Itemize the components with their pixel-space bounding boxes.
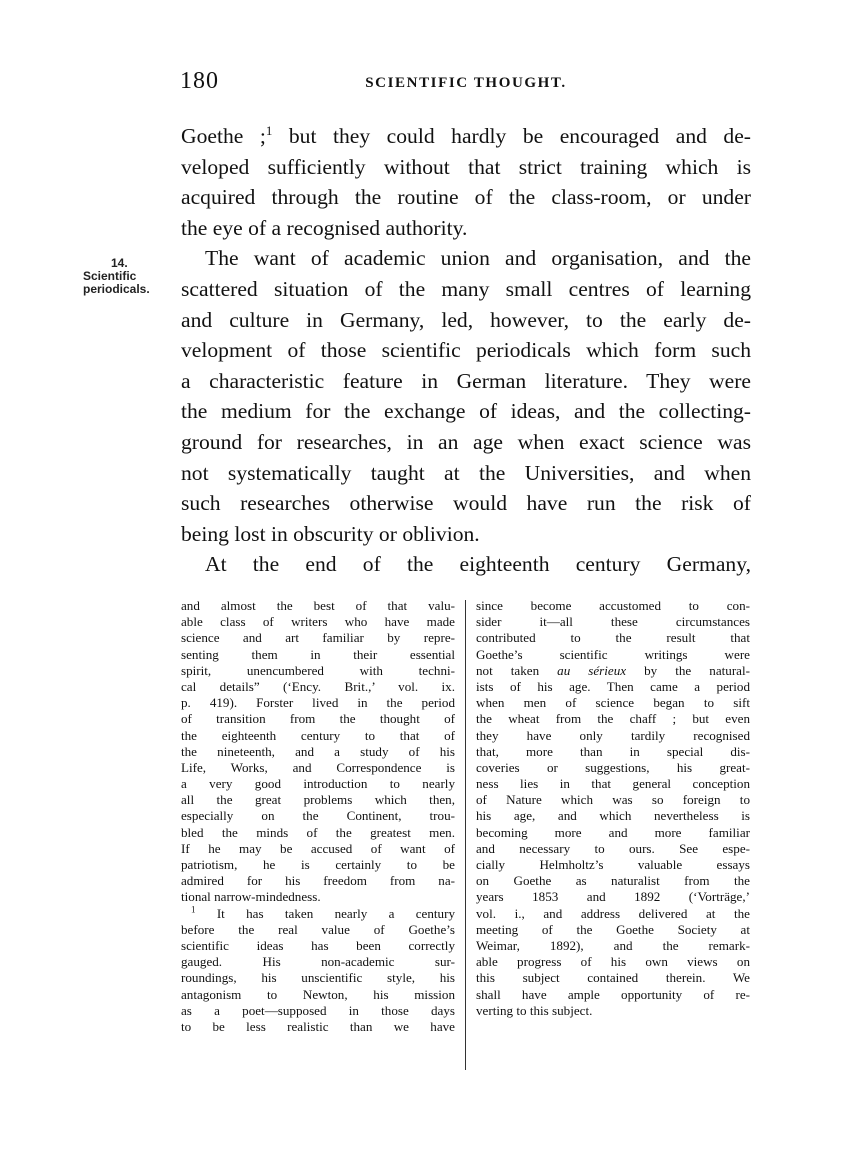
running-head: SCIENTIFIC THOUGHT. (365, 75, 567, 91)
footnote-line: and necessary to ours. See espe- (476, 840, 750, 856)
footnote-line: ness lies in that general conception (476, 776, 750, 792)
footnote-line: becoming more and more familiar (476, 824, 750, 840)
body-line: velopment of those scientific periodicals which form such (181, 338, 751, 363)
footnote-line: when men of science began to sift (476, 695, 750, 711)
main-body-text (181, 121, 751, 580)
body-line: ground for researches, in an age when exact science was (181, 429, 751, 454)
footnote-line: the wheat from the chaff ; but even (476, 711, 750, 727)
footnote-line: gauged. His non-academic sur- (181, 954, 455, 970)
footnote-line: tional narrow-mindedness. (181, 889, 321, 905)
body-line: The want of academic union and organisation, and the (205, 246, 751, 271)
footnote-column-left (181, 598, 455, 1035)
footnote-line: the nineteenth, and a study of his (181, 743, 455, 759)
footnote-line: cal details” (‘Ency. Brit.,’ vol. ix. (181, 678, 455, 694)
footnote-line: able progress of his own views on (476, 954, 750, 970)
page-number: 180 (180, 68, 219, 94)
footnote-line: of transition from the thought of (181, 711, 455, 727)
footnote-text-fragment: not taken (476, 662, 540, 678)
marginal-note-line: Scientific (83, 269, 137, 283)
footnote-line: admired for his freedom from na- (181, 873, 455, 889)
footnote-line: shall have ample opportunity of re- (476, 986, 750, 1002)
body-text-fragment: Goethe ; (181, 124, 266, 148)
footnote-line: Weimar, 1892), and the remark- (476, 937, 750, 953)
footnote-line: a very good introduction to nearly (181, 776, 455, 792)
footnote-line: that, more than in special dis- (476, 743, 750, 759)
body-line: acquired through the routine of the class-room, or under (181, 185, 751, 210)
footnote-line: since become accustomed to con- (476, 598, 750, 613)
body-line: such researches otherwise would have run the risk of (181, 491, 751, 516)
footnote-line: patriotism, he is certainly to be (181, 857, 455, 872)
footnote-line: coveries or suggestions, his great- (476, 759, 750, 775)
footnote-line: scientific ideas has been correctly (181, 937, 455, 953)
footnote-line: science and art familiar by repre- (181, 630, 455, 646)
footnote-line: Goethe’s scientific writings were (476, 646, 750, 662)
column-divider (465, 600, 466, 1070)
footnote-line: cially Helmholtz’s valuable essays (476, 857, 750, 872)
footnote-line: bled the minds of the greatest men. (181, 824, 455, 840)
footnote-line (476, 663, 750, 679)
footnote-line: his age, and which nevertheless is (476, 808, 750, 824)
page-header (180, 68, 752, 108)
footnote-line (181, 906, 455, 922)
footnote-text-fragment: by the natural- (626, 662, 750, 678)
body-line: At the end of the eighteenth century Germany, (205, 552, 751, 577)
body-text-fragment: but they could hardly be encouraged and de- (272, 124, 751, 148)
footnote-line: especially on the Continent, trou- (181, 808, 455, 824)
body-line: being lost in obscurity or oblivion. (181, 521, 480, 546)
body-line: veloped sufficiently without that strict training which is (181, 154, 751, 179)
footnote-line: Life, Works, and Correspondence is (181, 759, 455, 775)
footnote-line: vol. i., and address delivered at the (476, 905, 750, 921)
body-line (181, 121, 751, 152)
footnote-line: all the great problems which then, (181, 792, 455, 808)
footnote-line: to be less realistic than we have (181, 1018, 455, 1034)
body-line: the eye of a recognised authority. (181, 215, 468, 240)
footnote-line: sider it—all these circumstances (476, 614, 750, 630)
footnote-column-right (476, 598, 750, 1019)
body-line: scattered situation of the many small centres of learning (181, 276, 751, 301)
footnote-line: antagonism to Newton, his mission (181, 986, 455, 1002)
body-line: the medium for the exchange of ideas, and the collecting- (181, 399, 751, 424)
footnote-marker: 1 (191, 904, 196, 915)
footnote-line: the eighteenth century to that of (181, 727, 455, 743)
footnote-line: contributed to the result that (476, 630, 750, 646)
footnote-line: If he may be accused of want of (181, 840, 455, 856)
footnote-line: meeting of the Goethe Society at (476, 921, 750, 937)
footnote-line: roundings, his unscientific style, his (181, 970, 455, 986)
footnote-text-fragment: It has taken nearly a century (195, 905, 455, 921)
section-number: 14. (111, 256, 128, 270)
footnote-reference: 1 (265, 122, 273, 138)
footnote-line: they have only tardily recognised (476, 727, 750, 743)
footnote-line: this subject contained therein. We (476, 970, 750, 986)
footnote-line: senting them in their essential (181, 646, 455, 662)
marginal-note-line: periodicals. (83, 282, 150, 296)
footnote-line: able class of writers who have made (181, 614, 455, 630)
footnote-line: p. 419). Forster lived in the period (181, 695, 455, 711)
footnote-line: years 1853 and 1892 (‘Vorträge,’ (476, 889, 750, 905)
marginal-note (83, 257, 173, 296)
footnote-line: and almost the best of that valu- (181, 598, 455, 613)
body-line: and culture in Germany, led, however, to the early de- (181, 307, 751, 332)
footnote-line: as a poet—supposed in those days (181, 1002, 455, 1018)
footnote-line: ists of his age. Then came a period (476, 678, 750, 694)
footnote-line: of Nature which was so foreign to (476, 792, 750, 808)
italic-phrase: au sérieux (557, 662, 627, 678)
footnote-line: spirit, unencumbered with techni- (181, 662, 455, 678)
footnote-line: before the real value of Goethe’s (181, 921, 455, 937)
body-line: not systematically taught at the Universities, and when (181, 460, 751, 485)
footnote-line: verting to this subject. (476, 1002, 593, 1018)
footnote-line: on Goethe as naturalist from the (476, 873, 750, 889)
body-line: a characteristic feature in German literature. They were (181, 368, 751, 393)
